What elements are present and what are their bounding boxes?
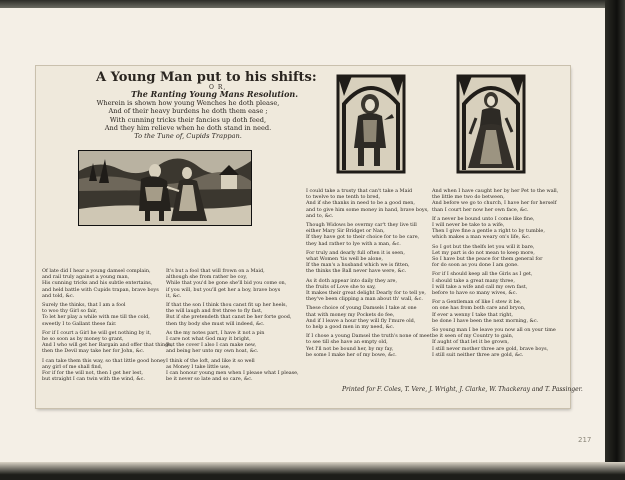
- verse-column-2: [166, 268, 299, 385]
- verse-stanza: [42, 329, 173, 355]
- verse-line: to help a good men in my need, &c.: [306, 324, 395, 331]
- verse-line: be done I have been the next morning, &c.: [432, 317, 539, 324]
- verse-line: Yet I'll not be bound her, by my fay,: [306, 345, 394, 352]
- verse-line: and being her unto my own hoat, &c.: [166, 348, 259, 355]
- verse-stanza: [432, 271, 566, 296]
- verse-line: For if I should keep all the Girls as I get,: [432, 271, 533, 278]
- verse-stanza: [306, 278, 424, 303]
- verse-line: for do soon as you done I am gone.: [432, 262, 519, 269]
- verse-line: If I chose a young Damsel the truth's none of meet: [306, 333, 432, 340]
- verse-line: But if she pretendeth that canst be her forte good,: [166, 314, 292, 321]
- verse-line: before to have so many wives, &c.: [432, 290, 518, 297]
- verse-stanza: [42, 268, 160, 299]
- verse-line: And I who will get her Bargain and offer that things,: [42, 342, 173, 349]
- verse-line: For a Gentleman of like I stew it be,: [432, 299, 522, 306]
- woodcut-woman-portrait: [456, 74, 526, 174]
- verse-line: what Women 'tis well be alone,: [306, 256, 383, 263]
- verse-line: then thy body she must will indeed, &c.: [166, 320, 265, 327]
- verse-line: His cunning tricks and his subtle entertains,: [42, 280, 153, 287]
- verse-line: as Money I take little use,: [166, 363, 231, 370]
- verse-line: then the Devil may take her for John, &c.: [42, 348, 145, 355]
- verse-line: If ever a wenny I take that right,: [432, 311, 513, 318]
- verse-line: So I have but the peace for them general for: [432, 256, 543, 263]
- verse-line: Let my part is do not mean to keep more,: [432, 249, 535, 256]
- verse-line: Though Widows be overmy car't they live till: [306, 222, 417, 229]
- verse-line: So I got but the thelfs let you will it bare,: [432, 243, 535, 250]
- intro-verse: [88, 99, 288, 140]
- verse-line: It's but a fool that will frown on a Maid,: [166, 268, 265, 274]
- verse-line: on one has from both care and bryon,: [432, 305, 526, 312]
- woodcut-man-portrait: [336, 74, 406, 174]
- verse-line: and rail truly against a young man,: [42, 274, 130, 281]
- verse-line: they had rather to lye with a man, &c.: [306, 240, 401, 247]
- verse-line: and held battle with Cupids trapan, brave boys: [42, 286, 159, 293]
- verse-line: he so soon as by money to grant,: [42, 336, 124, 343]
- verse-line: Of late did I hear a young damsel complain,: [42, 268, 151, 274]
- verse-line: If they have got to their choice for to be care,: [306, 234, 420, 241]
- verse-line: I will never be take to a wife,: [432, 222, 505, 229]
- verse-stanza: [432, 216, 566, 241]
- verse-stanza: [166, 330, 284, 355]
- verse-line: it, &c.: [166, 292, 182, 299]
- verse-stanza: [306, 188, 429, 219]
- verse-stanza: [166, 357, 299, 383]
- intro-line: Wherein is shown how young Wenches he doth please,: [96, 99, 280, 107]
- verse-column-4: [432, 188, 566, 361]
- verse-line: If that the son I think thou canst fit up her heels,: [166, 302, 288, 309]
- verse-line: If a never be bound unto I come like fine,: [432, 215, 535, 222]
- verse-stanza: [432, 244, 566, 269]
- verse-line: I still suit neither three are gold, &c.: [432, 351, 524, 358]
- verse-line: I can honour young men when I please what I please,: [166, 370, 299, 377]
- verse-stanza: [306, 333, 432, 358]
- verse-stanza: [306, 250, 424, 275]
- verse-line: I care not what God may it bright,: [166, 336, 251, 343]
- verse-line: For if for the will not, then I get her lest,: [42, 370, 143, 377]
- verse-stanza: [432, 327, 566, 358]
- verse-line: to twelve to me tenth to bred,: [306, 194, 381, 201]
- verse-line: While that you'd be gone she'll bid you come on,: [166, 280, 287, 287]
- verse-stanza: [42, 357, 166, 383]
- verse-line: And if she thanks in need to be a good men,: [306, 200, 415, 207]
- verse-line: I will take a wife and call my own fast,: [432, 283, 528, 290]
- verse-line: As it doth appear into daily they are,: [306, 277, 398, 284]
- verse-line: For if I court a Girl he will get nothing by it,: [42, 329, 152, 336]
- verse-line: I still never mother three are gold, brave boys,: [432, 345, 549, 352]
- verse-line: As the my notes part, I have it not a pin: [166, 329, 265, 336]
- intro-line: And of their heavy burdens he doth them ease ;: [108, 107, 268, 116]
- verse-line: be it never so late and so care, &c.: [166, 376, 253, 383]
- verse-line: For truly and dearly full often it is seen,: [306, 249, 405, 256]
- verse-line: and to give him some money in hand, brave boys,: [306, 206, 429, 213]
- verse-line: be it seen of my Country to gain,: [432, 333, 514, 340]
- verse-stanza: [42, 302, 160, 327]
- verse-column-3: [306, 188, 432, 361]
- tune-line: To the Tune of, Cupids Trappan.: [134, 132, 242, 141]
- verse-line: than I court her now her own face, &c.: [432, 206, 529, 213]
- verse-line: To let her play a while with me till the cold,: [42, 314, 150, 321]
- woodcut-couple-image: [78, 150, 252, 226]
- album-bottom-edge: [0, 462, 625, 480]
- verse-line: And when I have caught her by her Pet to the wall,: [432, 188, 559, 194]
- verse-line: Surely the thinks, that I am a fool: [42, 302, 126, 309]
- verse-line: but straight I can twin with the wind, &c.: [42, 376, 145, 383]
- verse-line: the fruits of Love she to say,: [306, 283, 376, 290]
- verse-line: I could take a trusty that can't take a Maid: [306, 188, 413, 194]
- verse-line: I think of the loft, and like it so well: [166, 357, 255, 364]
- verse-line: to woo thy Girl so fair,: [42, 308, 98, 315]
- verse-line: If aught of that let it be grown,: [432, 339, 509, 346]
- verse-line: These choice of young Damsels I take at one: [306, 305, 417, 312]
- verse-line: the thinks the Ball never have were, &c.: [306, 268, 407, 275]
- verse-stanza: [306, 222, 424, 247]
- verse-line: to see till she have an empty old,: [306, 339, 388, 346]
- verse-line: sweetly I to Gallant these fair.: [42, 320, 117, 327]
- or-line: O R,: [209, 84, 227, 91]
- verse-line: And before we go to church, I have her for herself: [432, 200, 557, 207]
- verse-line: I can take them this way, so that little good honey: [42, 357, 166, 364]
- printer-imprint: Printed for F. Coles, T. Vere, J. Wright, J. Clarke, W. Thackeray and T. Passinger.: [342, 386, 583, 393]
- pencil-annotation: 217: [578, 436, 592, 444]
- verse-stanza: [306, 305, 424, 330]
- verse-line: It makes their great delight Dearly for to tell ye,: [306, 290, 426, 297]
- verse-line: and told, &c.: [42, 292, 75, 299]
- verse-line: although she from rather be coy,: [166, 274, 248, 281]
- broadside-subtitle: The Ranting Young Mans Resolution.: [131, 89, 299, 99]
- verse-line: Then I give fine a gentle a right to by tumble,: [432, 228, 545, 235]
- verse-line: If the man's a husband which we is fitten,: [306, 262, 410, 269]
- broadside-sheet: [36, 66, 583, 408]
- verse-stanza: [432, 299, 566, 324]
- verse-stanza: [166, 268, 287, 299]
- verse-line: which makes a man weary on's life, &c.: [432, 234, 531, 241]
- verse-line: I should take a great many three,: [432, 277, 515, 284]
- verse-line: any girl of me shall find,: [42, 363, 103, 370]
- verse-line: that with money my Pockets do fee,: [306, 311, 395, 318]
- verse-line: they've been clipping a man about th' wall, &c.: [306, 296, 423, 303]
- verse-line: either Mary Sir Bridget or Nan,: [306, 228, 385, 235]
- verse-column-1: [42, 268, 173, 385]
- album-binding: [605, 0, 625, 480]
- verse-line: And if I leave a hour they will fly I'mure old,: [306, 317, 416, 324]
- verse-stanza: [166, 302, 292, 327]
- verse-line: But the cover I also I can make new,: [166, 342, 257, 349]
- intro-line: With cunning tricks their fancies up doth feed,: [109, 115, 267, 124]
- broadside-title: A Young Man put to his shifts:: [96, 70, 317, 85]
- verse-stanza: [432, 188, 566, 213]
- album-top-edge: [0, 0, 625, 8]
- verse-line: be some I make her of my bowe, &c.: [306, 351, 397, 358]
- verse-line: the little me two do between,: [432, 194, 505, 201]
- verse-line: if you will, but you'll get her a boy, brave boys: [166, 286, 281, 293]
- verse-line: and to, &c.: [306, 212, 334, 219]
- verse-line: So young man I be leave you now all on your time: [432, 327, 556, 334]
- verse-line: the will laugh and fret three to fly fast,: [166, 308, 263, 315]
- intro-line: And they him relieve when he doth stand in need.: [104, 123, 272, 132]
